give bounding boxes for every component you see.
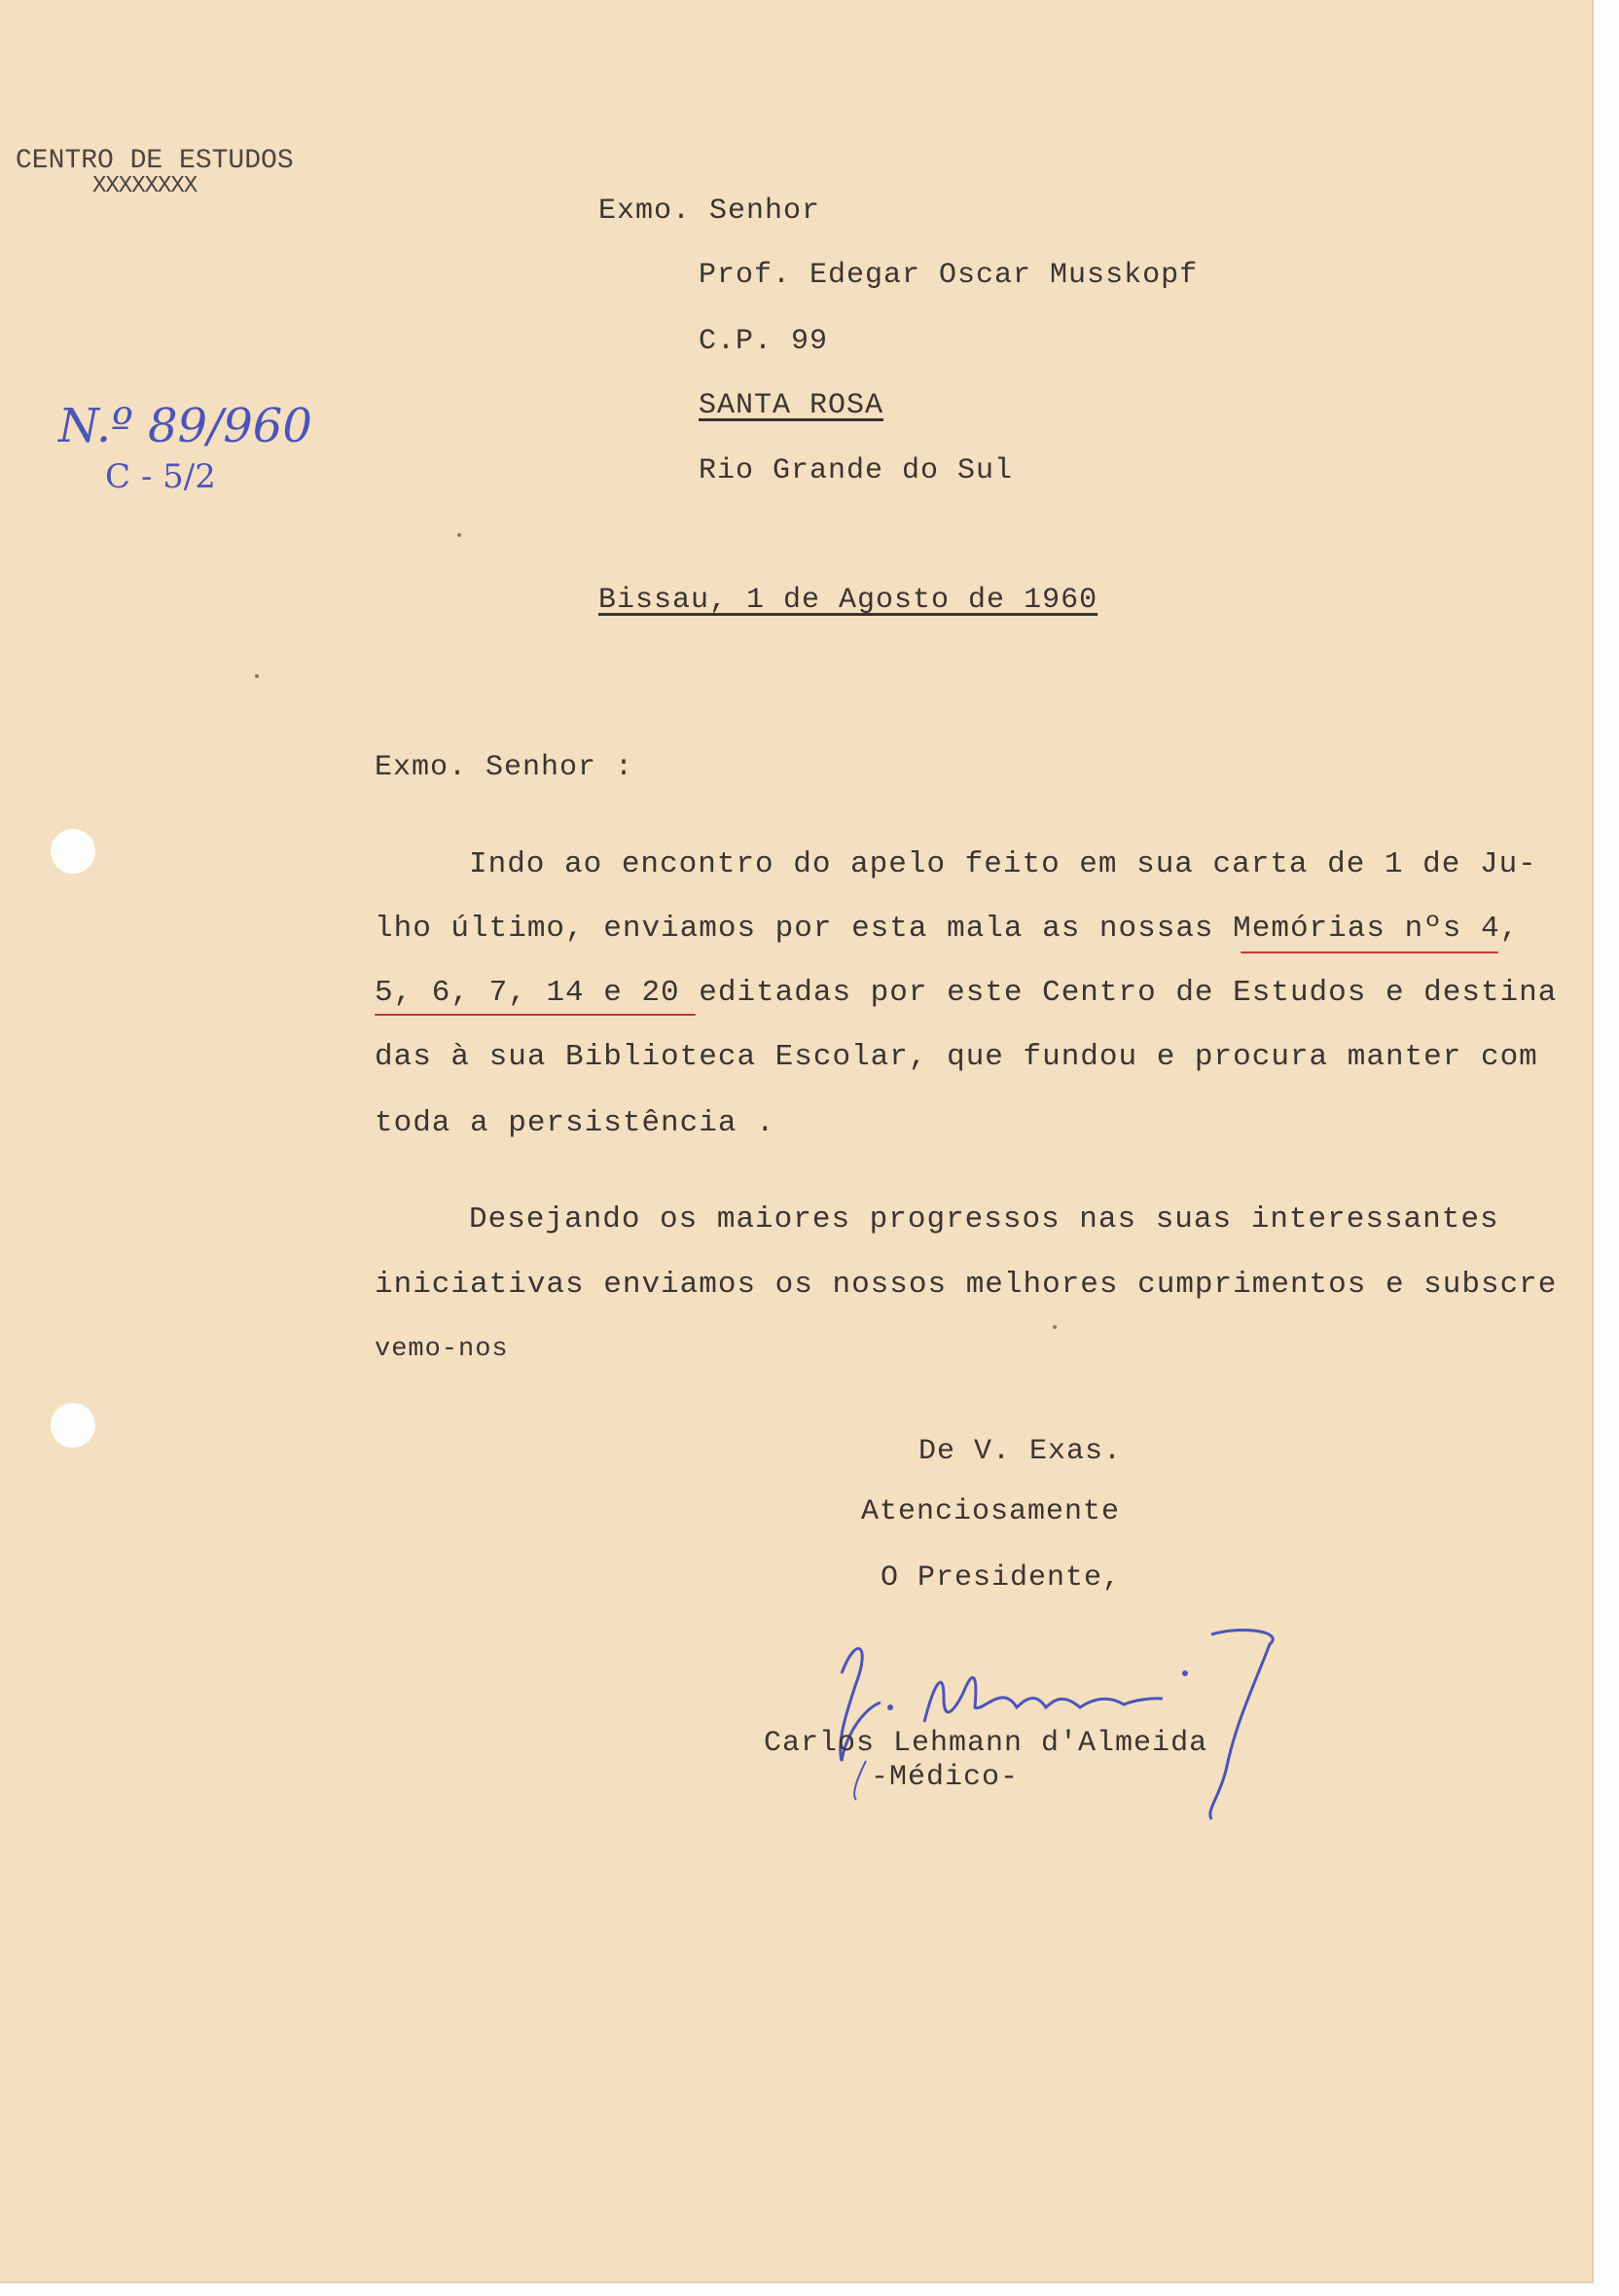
closing-line: Atenciosamente <box>861 1495 1121 1528</box>
paragraph2-line: iniciativas enviamos os nossos melhores cumprimentos e subscre <box>375 1268 1558 1302</box>
closing-line: O Presidente, <box>881 1561 1122 1595</box>
addressee-name: Prof. Edegar Oscar Musskopf <box>699 259 1199 292</box>
handwritten-reference-number: N.º 89/960 <box>58 399 312 453</box>
handwritten-signature <box>798 1615 1304 1829</box>
red-underline-memorias <box>1241 951 1498 953</box>
paper-speck <box>255 674 259 678</box>
signatory-title: -Médico- <box>871 1761 1020 1794</box>
punch-hole-bottom <box>51 1403 95 1448</box>
punch-hole-top <box>51 829 95 874</box>
paragraph1-line: das à sua Biblioteca Escolar, que fundou e procura manter com <box>375 1040 1538 1074</box>
paragraph1-line: Indo ao encontro do apelo feito em sua carta de 1 de Ju- <box>469 847 1537 881</box>
struck-out-text: XXXXXXXX <box>92 173 198 199</box>
signatory-name: Carlos Lehmann d'Almeida <box>764 1727 1208 1760</box>
paragraph2-line: Desejando os maiores progressos nas suas interessantes <box>469 1202 1499 1237</box>
paper-speck <box>1053 1325 1057 1329</box>
organization-header: CENTRO DE ESTUDOS <box>16 146 294 176</box>
paragraph1-line: toda a persistência . <box>375 1106 775 1140</box>
paragraph2-line: vemo-nos <box>375 1335 509 1364</box>
greeting: Exmo. Senhor : <box>375 751 634 784</box>
red-underline-numbers <box>375 1014 696 1016</box>
closing-line: De V. Exas. <box>918 1435 1123 1468</box>
date-line: Bissau, 1 de Agosto de 1960 <box>598 584 1098 617</box>
paper-speck <box>457 533 461 537</box>
handwritten-file-code: C - 5/2 <box>105 457 216 496</box>
addressee-state: Rio Grande do Sul <box>699 454 1014 487</box>
addressee-postbox: C.P. 99 <box>699 325 829 358</box>
addressee-city: SANTA ROSA <box>699 389 884 422</box>
paragraph1-line: 5, 6, 7, 14 e 20 editadas por este Centro de Estudos e destina <box>375 976 1558 1010</box>
paragraph1-line: lho último, enviamos por esta mala as nossas Memórias nºs 4, <box>375 912 1520 946</box>
addressee-salutation: Exmo. Senhor <box>598 195 821 228</box>
